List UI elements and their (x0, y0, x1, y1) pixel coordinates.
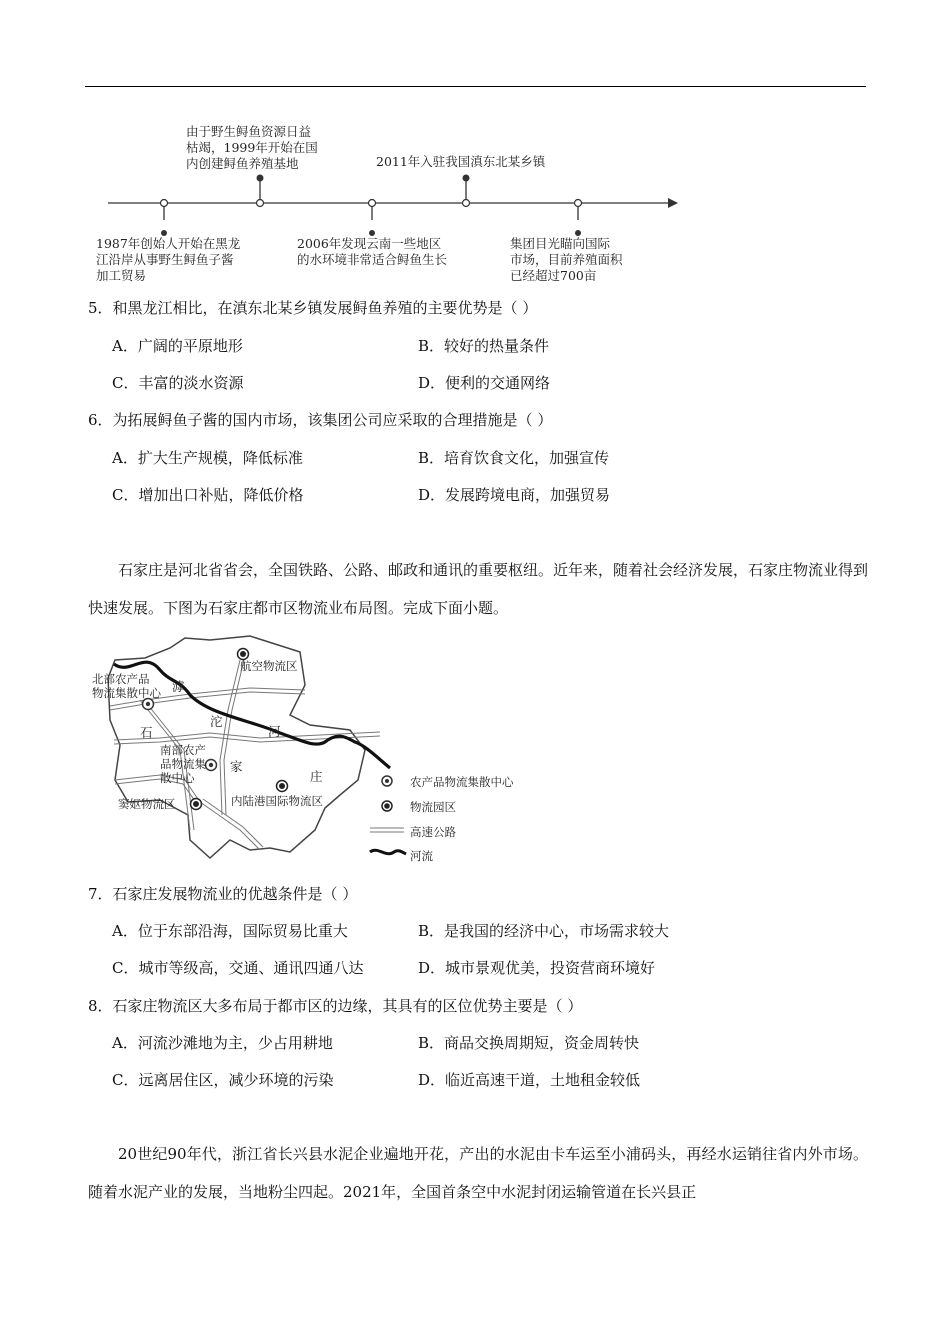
timeline-figure (100, 170, 690, 220)
agri-center-south (206, 760, 217, 771)
park-airport (238, 649, 249, 660)
legend-highway: 高速公路 (410, 825, 456, 839)
timeline-event-market: 集团目光瞄向国际 市场，目前养殖面积 已经超过700亩 (510, 236, 623, 283)
q7-option-b: B．是我国的经济中心，市场需求较大 (418, 922, 670, 940)
q7-option-d: D．城市景观优美，投资营商环境好 (418, 959, 656, 977)
label-tuo: 沱 (210, 714, 223, 729)
label-north-agri: 北部农产品 物流集散中心 (92, 672, 161, 700)
question-8: 8．石家庄物流区大多布局于都市区的边缘，其具有的区位优势主要是（ ） (88, 997, 583, 1015)
label-zhuang: 庄 (310, 769, 323, 784)
q6-option-b: B．培育饮食文化，加强宣传 (418, 449, 610, 467)
map-legend-symbols (368, 772, 410, 862)
q7-option-a: A．位于东部沿海，国际贸易比重大 (112, 922, 348, 940)
timeline-ticks (155, 224, 595, 236)
q8-option-b: B．商品交换周期短，资金周转快 (418, 1034, 640, 1052)
q5-option-b: B．较好的热量条件 (418, 337, 550, 355)
park-douyu (191, 799, 202, 810)
agri-center-north (143, 699, 154, 710)
q5-option-a: A．广阔的平原地形 (112, 337, 243, 355)
question-7: 7．石家庄发展物流业的优越条件是（ ） (88, 885, 358, 903)
park-inland-port (277, 781, 288, 792)
question-6: 6．为拓展鲟鱼子酱的国内市场，该集团公司应采取的合理措施是（ ） (88, 411, 553, 429)
q7-option-c: C．城市等级高，交通、通讯四通八达 (112, 959, 364, 977)
timeline-event-2006: 2006年发现云南一些地区 的水环境非常适合鲟鱼生长 (297, 236, 448, 267)
header-rule (85, 86, 866, 87)
q8-option-d: D．临近高速干道，土地租金较低 (418, 1071, 641, 1089)
timeline-event-2011: 2011年入驻我国滇东北某乡镇 (376, 154, 546, 169)
city-boundary (108, 636, 365, 858)
legend-logistics-park: 物流园区 (410, 800, 456, 814)
label-douyu: 窦妪物流区 (118, 797, 176, 811)
timeline-event-1987: 1987年创始人开始在黑龙 江沿岸从事野生鲟鱼子酱 加工贸易 (96, 236, 241, 283)
label-he: 河 (268, 724, 281, 739)
legend-river: 河流 (410, 849, 433, 863)
q6-option-c: C．增加出口补贴，降低价格 (112, 486, 304, 504)
q5-option-c: C．丰富的淡水资源 (112, 374, 244, 392)
passage-zhejiang: 20世纪90年代，浙江省长兴县水泥企业遍地开花，产出的水泥由卡车运至小浦码头，再经水运销往省内外市场。随着水泥产业的发展，当地粉尘四起。2021年，全国首条空中水泥封闭运输管道在长兴县正 (88, 1145, 868, 1201)
label-inland-port: 内陆港国际物流区 (231, 794, 323, 808)
label-hu: 滹 (172, 679, 185, 694)
timeline-event-1999: 由于野生鲟鱼资源日益 枯竭，1999年开始在国 内创建鲟鱼养殖基地 (186, 124, 318, 171)
q6-option-d: D．发展跨境电商，加强贸易 (418, 486, 611, 504)
question-5: 5．和黑龙江相比，在滇东北某乡镇发展鲟鱼养殖的主要优势是（ ） (88, 299, 538, 317)
label-shi: 石 (140, 725, 153, 740)
q8-option-c: C．远离居住区，减少环境的污染 (112, 1071, 334, 1089)
label-airport: 航空物流区 (240, 659, 298, 673)
passage-shijiazhuang: 石家庄是河北省省会，全国铁路、公路、邮政和通讯的重要枢纽。近年来，随着社会经济发展，石家庄物流业得到快速发展。下图为石家庄都市区物流业布局图。完成下面小题。 (88, 561, 869, 617)
legend-agri-center: 农产品物流集散中心 (410, 775, 514, 789)
label-south-agri: 南部农产 品物流集 散中心 (160, 743, 206, 785)
q8-option-a: A．河流沙滩地为主，少占用耕地 (112, 1034, 333, 1052)
label-jia: 家 (230, 759, 243, 774)
q6-option-a: A．扩大生产规模，降低标准 (112, 449, 303, 467)
q5-option-d: D．便利的交通网络 (418, 374, 551, 392)
